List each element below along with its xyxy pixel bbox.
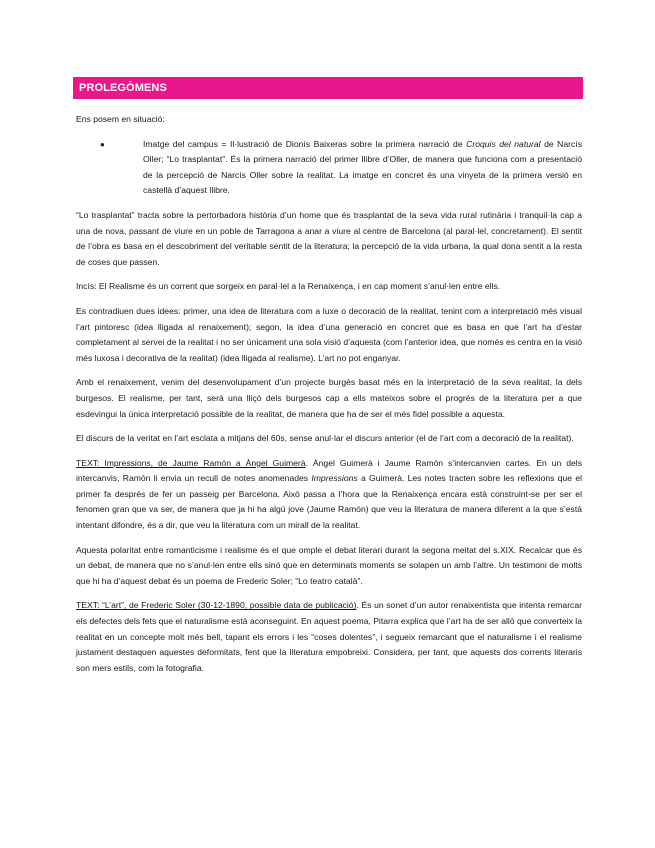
paragraph-6-text-a: . Àngel Guimerà i Jaume Ramón s’intercanvien cartes. En un dels intercanvis, Ramón li envia un recull de notes anomenades (76, 457, 582, 484)
paragraph-1: “Lo trasplantat” tracta sobre la pertorbadora història d’un home que és trasplantat de la seva vida rural rutinària i tranquil·la cap a una de nova, passant de viure en un poble de Tarragona a anar a viure al centre de Barcelona (al paral·lel, concretament). El sentit de l’obra es basa en el descobriment del veritable sentit de la literatura; la percepció de la vida urbana, la qual dona sentit a la resta de coses que passen. (76, 209, 582, 267)
list-item (76, 137, 582, 199)
paragraph-6-italic: Impressions (311, 473, 358, 484)
document-body (76, 112, 582, 685)
bullet-list (76, 137, 582, 199)
bullet-icon: ● (100, 139, 105, 149)
text-reference-title: TEXT: Impressions, de Jaume Ramón a Àngel Guimerà (76, 457, 306, 468)
bullet-work-title: Croquis del natural (466, 138, 541, 149)
paragraph-8 (76, 598, 582, 676)
bullet-text-a: Imatge del campus = Il·lustració de Dionís Baixeras sobre la primera narració de (143, 138, 467, 149)
paragraph-6-text-b: a Guimerà. Les notes tracten sobre les reflexions que el primer fa després de fer un passeig per Barcelona. Això passa a l’hora que la Renaixença encara està construint-se per ser el fenomen gran que va ser, de manera que ja hi ha algú jove (Jaume Ramón) que veu la literatura de manera diferent a la que s’està intentant difondre, és a dir, que veu la literatura com un mirall de la realitat. (76, 473, 583, 531)
paragraph-4: Amb el renaixement, venim del desenvolupament d’un projecte burgès basat més en la interpretació de la seva realitat, la dels burgesos. El realisme, per tant, serà una lliçó dels burgesos cap a ells mateixos sobre el progrés de la literatura per a que esdevingui la única interpretació possible de la realitat, de manera que ha de ser el més fidel possible a aquesta. (76, 377, 582, 419)
paragraph-2: Incís: El Realisme és un corrent que sorgeix en paral·lel a la Renaixença, i en cap moment s’anul·len entre ells. (76, 281, 501, 292)
intro-paragraph: Ens posem en situació: (76, 114, 165, 124)
paragraph-6 (76, 456, 582, 534)
text-reference-title-2: TEXT: “L’art”, de Frederic Soler (30-12-1890, possible data de publicació) (76, 600, 357, 611)
paragraph-3: Es contradiuen dues idees: primer, una idea de literatura com a luxe o decoració de la realitat, tenint com a interpretació més visual l’art pintoresc (idea lligada al renaixement); segon, la idea d’una generació en concret que es basa en que l’art ha d’estar completament al servei de la realitat i no ser únicament una sola visió d’aquesta (com l’anterior idea, que només es centra en la visió més luxosa i decorativa de la realitat) (idea lligada al realisme). L’art no pot enganyar. (76, 305, 582, 363)
section-title: PROLEGÒMENS (73, 77, 583, 99)
bullet-text-b: de Narcís Oller; “Lo trasplantat”. És la primera narració del primer llibre d’Oller, de manera que funciona com a presentació de la percepció de Narcís Oller sobre la realitat. La imatge en concret és una vinyeta de la primera versió en castellà d’aquest llibre. (143, 138, 583, 196)
paragraph-8-text: . És un sonet d’un autor renaixentista que intenta remarcar els defectes dels fets que el naturalisme està aconseguint. En aquest poema, Pitarra explica que l’art ha de ser allò que converteix la realitat en un concepte molt més bell, tapant els errors i les “coses dolentes”, i segueix remarcant que el naturalisme i el realisme justament destaquen aquestes deformitats, fent que la literatura empobreixi. Considera, per tant, que aquests dos corrents literaris son mers estils, com la fotografia. (76, 600, 582, 673)
paragraph-5: El discurs de la veritat en l’art esclata a mitjans del 60s, sense anul·lar el discurs anterior (el de l’art com a decoració de la realitat). (76, 433, 574, 444)
paragraph-7: Aquesta polaritat entre romanticisme i realisme és el que omple el debat literari durant la segona meitat del s.XIX. Recalcar que és un debat, de manera que no s’anul·len entre ells sinó que en determinats moments se solapen un amb l’altre. Un testimoni de molts que hi ha d’aquest debat és un poema de Frederic Soler; “Lo teatro català”. (76, 544, 582, 586)
